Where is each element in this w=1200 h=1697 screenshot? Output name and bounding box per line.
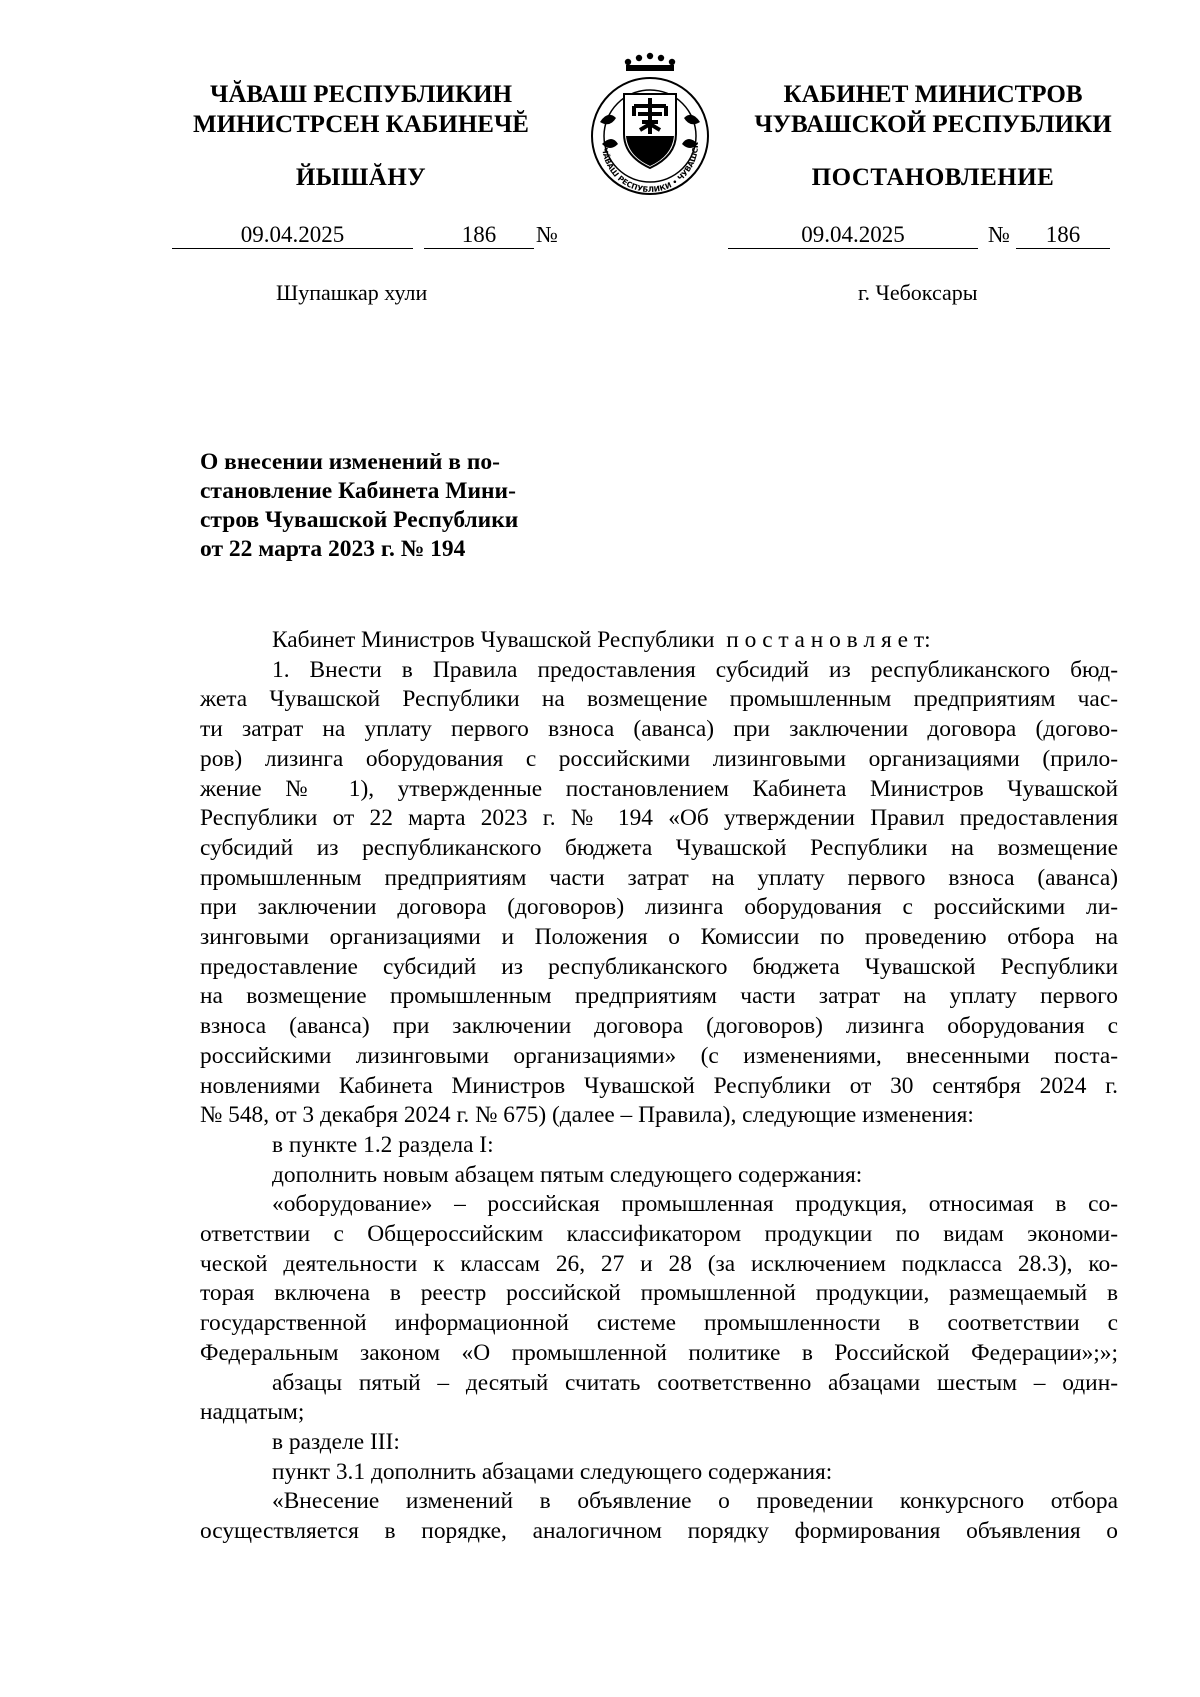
paragraph-line: № 548, от 3 декабря 2024 г. № 675) (далее – Правила), следующие изменения: — [200, 1102, 974, 1129]
title-line: О внесении изменений в по- — [200, 449, 500, 475]
paragraph-line: зинговыми организациями и Положения о Комиссии по проведению отбора на — [200, 924, 1118, 951]
paragraph-line: в пункте 1.2 раздела I: — [272, 1131, 494, 1158]
title-line: становление Кабинета Мини- — [200, 478, 516, 504]
paragraph-line: предоставление субсидий из республиканского бюджета Чувашской Республики — [200, 953, 1118, 980]
paragraph-line: ческой деятельности к классам 26, 27 и 28 (за исключением подкласса 28.3), ко- — [200, 1250, 1118, 1277]
paragraph-line: осуществляется в порядке, аналогичном порядку формирования объявления о — [200, 1518, 1118, 1545]
paragraph-line: Федеральным законом «О промышленной политике в Российской Федерации»;»; — [200, 1339, 1118, 1366]
city-russian: г. Чебоксары — [858, 280, 978, 305]
paragraph-line: «Внесение изменений в объявление о проведении конкурсного отбора — [272, 1488, 1118, 1515]
number-left: 186 — [424, 222, 534, 249]
paragraph-line: государственной информационной системе промышленности в соответствии с — [200, 1310, 1118, 1337]
paragraph-line: новлениями Кабинета Министров Чувашской Республики от 30 сентября 2024 г. — [200, 1072, 1118, 1099]
title-line: от 22 марта 2023 г. № 194 — [200, 536, 466, 562]
paragraph-line: торая включена в реестр российской промышленной продукции, размещаемый в — [200, 1280, 1118, 1307]
paragraph-line: Республики от 22 марта 2023 г. № 194 «Об утверждении Правил предоставления — [200, 805, 1118, 832]
emblem-ring-text: ЧĂВАШ РЕСПУБЛИКИ • ЧУВАШСК — [600, 141, 701, 195]
city-chuvash: Шупашкар хули — [276, 280, 428, 305]
paragraph-line: в разделе III: — [272, 1428, 400, 1455]
title-line: стров Чувашской Республики — [200, 507, 519, 533]
paragraph-line: жета Чувашской Республики на возмещение промышленным предприятиям час- — [200, 686, 1118, 713]
intro-line — [200, 626, 1118, 656]
paragraph-line: 1. Внести в Правила предоставления субсидий из республиканского бюд- — [272, 656, 1118, 683]
paragraph-line: жение № 1), утвержденные постановлением Кабинета Министров Чувашской — [200, 775, 1118, 802]
paragraph-line: при заключении договора (договоров) лизинга оборудования с российскими ли- — [200, 894, 1118, 921]
number-sign-right: № — [988, 222, 1010, 247]
intro-text: Кабинет Министров Чувашской Республики — [272, 627, 715, 653]
paragraph-line: пункт 3.1 дополнить абзацами следующего содержания: — [272, 1458, 833, 1485]
header-right-org — [728, 80, 1138, 140]
coat-of-arms-emblem — [580, 52, 720, 200]
intro-resolves: п о с т а н о в л я е т: — [726, 627, 931, 653]
paragraph-line: ответствии с Общероссийским классификатором продукции по видам экономи- — [200, 1221, 1118, 1248]
emblem-icon — [580, 52, 720, 200]
paragraph-line: абзацы пятый – десятый считать соответственно абзацами шестым – один- — [272, 1369, 1118, 1396]
header-right-line1: КАБИНЕТ МИНИСТРОВ — [783, 81, 1083, 108]
number-sign-left: № — [536, 222, 558, 247]
header-left-org — [176, 80, 546, 140]
date-right: 09.04.2025 — [728, 222, 978, 249]
header-left-line1: ЧĂВАШ РЕСПУБЛИКИН — [209, 81, 513, 108]
doc-type-chuvash: ЙЫШĂНУ — [295, 164, 427, 191]
header-left-line2: МИНИСТРСЕН КАБИНЕЧĔ — [193, 111, 529, 138]
number-right: 186 — [1016, 222, 1110, 249]
paragraph-line: на возмещение промышленным предприятиям части затрат на уплату первого — [200, 983, 1118, 1010]
paragraph-line: российскими лизинговыми организациями» (с изменениями, внесенными поста- — [200, 1042, 1118, 1069]
paragraph-line: «оборудование» – российская промышленная продукция, относимая в со- — [272, 1191, 1118, 1218]
paragraph-line: дополнить новым абзацем пятым следующего содержания: — [272, 1161, 863, 1188]
paragraph-line: промышленным предприятиям части затрат на уплату первого взноса (аванса) — [200, 864, 1118, 891]
paragraph-line: надцатым; — [200, 1399, 305, 1426]
doc-type-russian: ПОСТАНОВЛЕНИЕ — [811, 164, 1055, 191]
document-body — [200, 626, 1118, 1547]
paragraph-line: субсидий из республиканского бюджета Чувашской Республики на возмещение — [200, 834, 1118, 861]
date-left: 09.04.2025 — [172, 222, 413, 249]
paragraph-line: ров) лизинга оборудования с российскими лизинговыми организациями (прило- — [200, 745, 1118, 772]
paragraph-line: ти затрат на уплату первого взноса (аванса) при заключении договора (догово- — [200, 716, 1118, 743]
document-title — [200, 448, 550, 564]
header-right-line2: ЧУВАШСКОЙ РЕСПУБЛИКИ — [754, 111, 1112, 138]
paragraph-line: взноса (аванса) при заключении договора (договоров) лизинга оборудования с — [200, 1013, 1118, 1040]
